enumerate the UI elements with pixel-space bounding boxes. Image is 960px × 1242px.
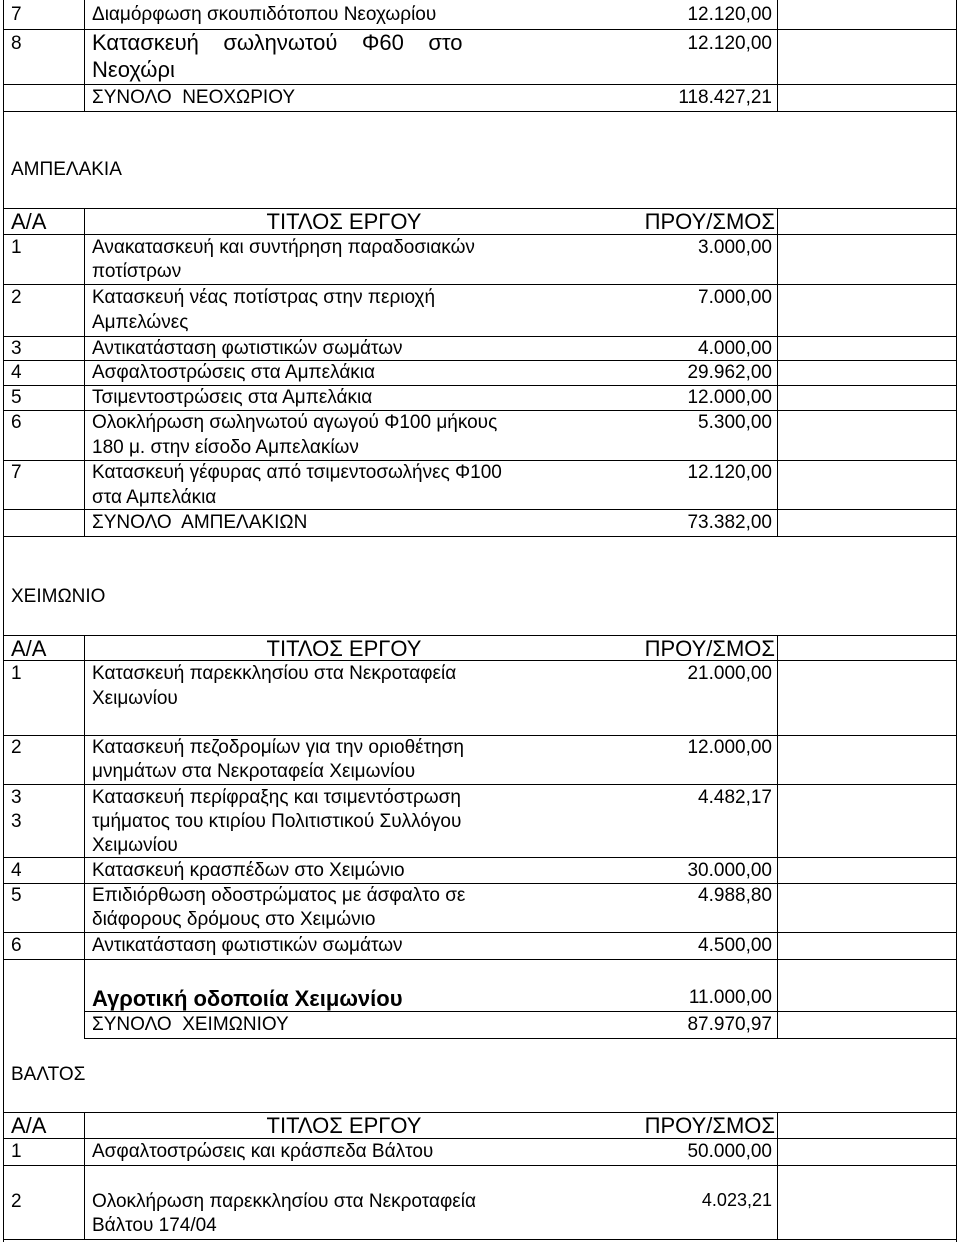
project-title: Τσιμεντοστρώσεις στα Αμπελάκια	[92, 387, 373, 408]
row-number: 4	[11, 362, 22, 383]
header-aa: Α/Α	[11, 636, 47, 661]
budget-amount: 29.962,00	[687, 362, 772, 383]
project-title: Ολοκλήρωση σωληνωτού αγωγού Φ100 μήκους	[92, 412, 498, 433]
total-amount: 73.382,00	[687, 512, 772, 533]
header-budget: ΠΡΟΥ/ΣΜΟΣ	[644, 636, 775, 661]
row-number: 8	[11, 33, 22, 54]
row-number: 6	[11, 935, 22, 956]
row-line	[3, 932, 957, 933]
budget-amount: 4.000,00	[698, 338, 772, 359]
budget-amount: 4.023,21	[701, 1190, 772, 1210]
row-number: 2	[11, 287, 22, 308]
project-title-cont: ποτίστρων	[92, 261, 182, 282]
col-divider	[84, 208, 85, 536]
row-line	[84, 1038, 957, 1039]
total-label: ΣΥΝΟΛΟ ΧΕΙΜΩΝΙΟΥ	[92, 1014, 289, 1035]
col-divider	[777, 0, 778, 111]
row-number: 4	[11, 860, 22, 881]
project-title: Αντικατάσταση φωτιστικών σωμάτων	[92, 935, 403, 956]
project-title: Ανακατασκευή και συντήρηση παραδοσιακών	[92, 237, 475, 258]
total-amount: 118.427,21	[678, 87, 772, 108]
project-title: Κατασκευή παρεκκλησίου στα Νεκροταφεία	[92, 663, 457, 684]
header-budget: ΠΡΟΥ/ΣΜΟΣ	[644, 1113, 775, 1138]
project-title-cont: Χειμωνίου	[92, 835, 178, 856]
project-title-cont: 180 μ. στην είσοδο Αμπελακίων	[92, 437, 359, 458]
header-budget: ΠΡΟΥ/ΣΜΟΣ	[644, 209, 775, 234]
project-title-cont: Νεοχώρι	[92, 57, 175, 82]
total-label: ΣΥΝΟΛΟ ΑΜΠΕΛΑΚΙΩΝ	[92, 512, 308, 533]
row-number: 1	[11, 1141, 22, 1162]
header-title: ΤΙΤΛΟΣ ΕΡΓΟΥ	[266, 1113, 422, 1138]
project-title: Κατασκευή κρασπέδων στο Χειμώνιο	[92, 860, 405, 881]
col-divider	[777, 1112, 778, 1239]
budget-amount: 3.000,00	[698, 237, 772, 258]
project-title: Επιδιόρθωση οδοστρώματος με άσφαλτο σε	[92, 885, 466, 906]
budget-amount: 12.120,00	[687, 462, 772, 483]
section-heading-ampelakia: ΑΜΠΕΛΑΚΙΑ	[11, 159, 122, 180]
project-title-cont: Χειμωνίου	[92, 688, 178, 709]
row-line	[3, 1239, 957, 1240]
header-title: ΤΙΤΛΟΣ ΕΡΓΟΥ	[266, 636, 422, 661]
row-line	[3, 111, 957, 112]
row-number: 1	[11, 237, 22, 258]
project-title: Κατασκευή σωληνωτού Φ60 στο	[92, 30, 463, 55]
row-number: 1	[11, 663, 22, 684]
project-title: Κατασκευή περίφραξης και τσιμεντόστρωση	[92, 787, 461, 808]
row-number: 3	[11, 338, 22, 359]
extra-project-amount: 11.000,00	[688, 987, 772, 1008]
row-line	[3, 784, 957, 785]
row-number: 6	[11, 412, 22, 433]
row-number: 2	[11, 737, 22, 758]
col-divider	[777, 635, 778, 1038]
budget-amount: 21.000,00	[687, 663, 772, 684]
row-line	[3, 959, 957, 960]
project-title: Ασφαλτοστρώσεις και κράσπεδα Βάλτου	[92, 1141, 434, 1162]
budget-amount: 30.000,00	[687, 860, 772, 881]
project-title-cont: διάφορους δρόμους στο Χειμώνιο	[92, 909, 376, 930]
row-number: 5	[11, 885, 22, 906]
row-number-duplicate: 3	[11, 811, 22, 832]
section-heading-valtos: ΒΑΛΤΟΣ	[11, 1064, 86, 1085]
col-divider	[84, 0, 85, 111]
border-right	[956, 0, 957, 1242]
row-number: 2	[11, 1191, 22, 1212]
budget-amount: 50.000,00	[687, 1141, 772, 1162]
budget-amount: 5.300,00	[698, 412, 772, 433]
row-number: 5	[11, 387, 22, 408]
row-number: 7	[11, 462, 22, 483]
total-amount: 87.970,97	[687, 1014, 772, 1035]
budget-amount: 12.120,00	[687, 33, 772, 54]
border-left	[3, 0, 4, 1242]
project-title: Κατασκευή γέφυρας από τσιμεντοσωλήνες Φ100	[92, 462, 502, 483]
project-title: Κατασκευή πεζοδρομίων για την οριοθέτηση	[92, 737, 464, 758]
budget-amount: 12.000,00	[687, 387, 772, 408]
project-title: Ολοκλήρωση παρεκκλησίου στα Νεκροταφεία	[92, 1191, 476, 1212]
row-line	[3, 84, 957, 85]
extra-project-title: Αγροτική οδοποιία Χειμωνίου	[92, 986, 403, 1011]
col-divider	[84, 635, 85, 1038]
budget-amount: 7.000,00	[698, 287, 772, 308]
project-title: Ασφαλτοστρώσεις στα Αμπελάκια	[92, 362, 376, 383]
header-aa: Α/Α	[11, 209, 47, 234]
project-title-cont: τμήματος του κτιρίου Πολιτιστικού Συλλόγου	[92, 811, 462, 832]
header-aa: Α/Α	[11, 1113, 47, 1138]
budget-amount: 12.120,00	[687, 4, 772, 25]
header-title: ΤΙΤΛΟΣ ΕΡΓΟΥ	[266, 209, 422, 234]
row-line	[3, 284, 957, 285]
total-label: ΣΥΝΟΛΟ ΝΕΟΧΩΡΙΟΥ	[92, 87, 296, 108]
project-title: Διαμόρφωση σκουπιδότοπου Νεοχωρίου	[92, 4, 437, 25]
col-divider	[777, 208, 778, 536]
project-title: Κατασκευή νέας ποτίστρας στην περιοχή	[92, 287, 436, 308]
row-line	[3, 1165, 957, 1166]
section-heading-cheimonio: ΧΕΙΜΩΝΙΟ	[11, 586, 106, 607]
budget-amount: 4.988,80	[698, 885, 772, 906]
project-title-cont: μνημάτων στα Νεκροταφεία Χειμωνίου	[92, 761, 416, 782]
project-title: Αντικατάσταση φωτιστικών σωμάτων	[92, 338, 403, 359]
row-number: 3	[11, 787, 22, 808]
row-line	[3, 536, 957, 537]
project-title-cont: στα Αμπελάκια	[92, 487, 217, 508]
project-title-cont: Βάλτου 174/04	[92, 1215, 217, 1236]
budget-amount: 4.482,17	[698, 787, 772, 808]
row-number: 7	[11, 4, 22, 25]
budget-amount: 4.500,00	[698, 935, 772, 956]
project-title-cont: Αμπελώνες	[92, 312, 189, 333]
budget-amount: 12.000,00	[687, 737, 772, 758]
